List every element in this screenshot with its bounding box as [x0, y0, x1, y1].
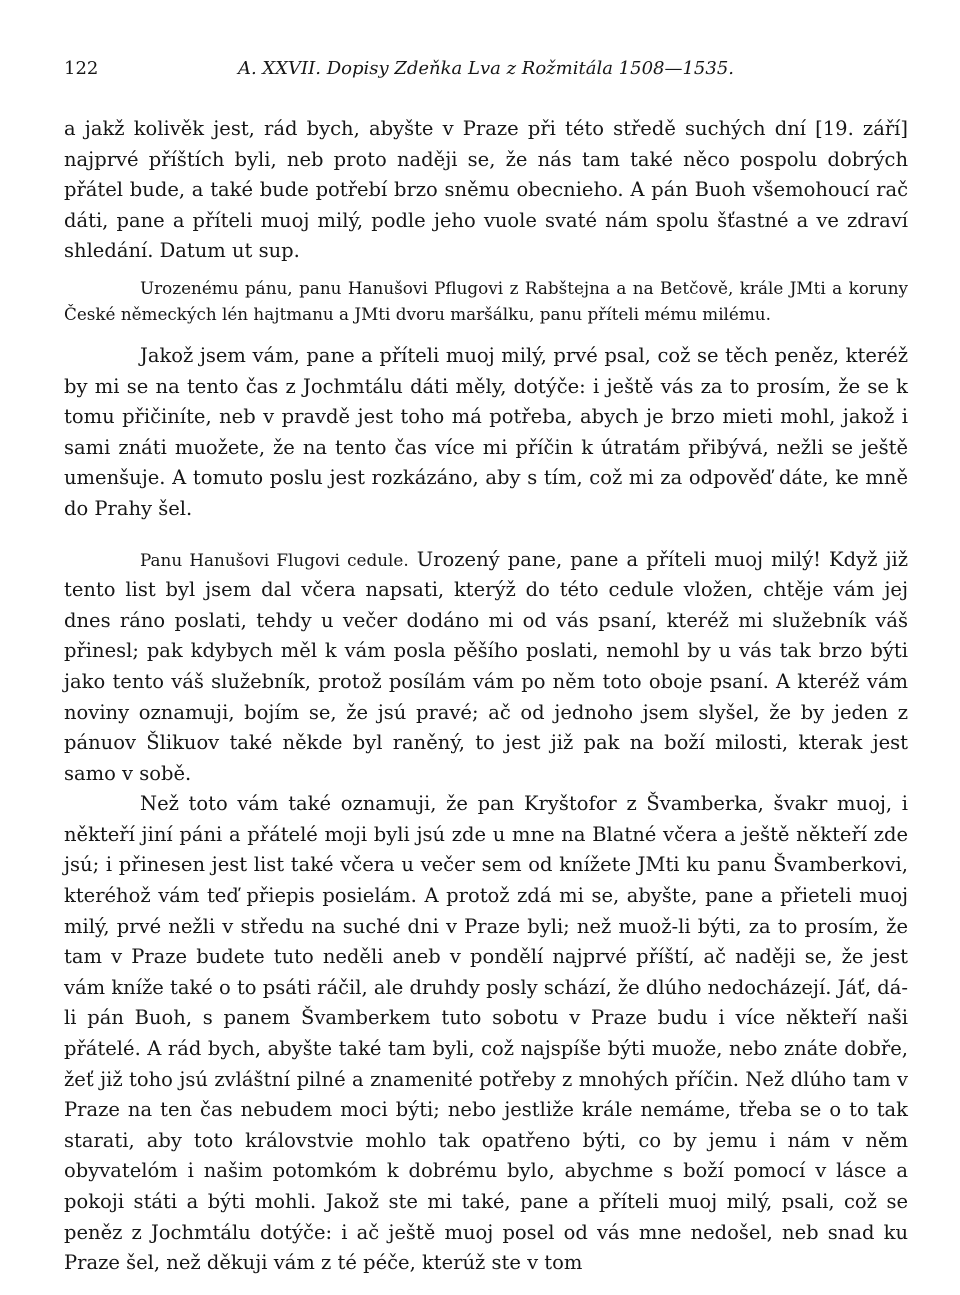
- cedule-label: Panu Hanušovi Flugovi cedule.: [140, 549, 409, 570]
- page-header: [64, 58, 908, 88]
- final-paragraph: Než toto vám také oznamuji, že pan Kryštofor z Švamberka, švakr muoj, i někteří jiní páni a přátelé moji byli jsú zde u mne na Blatné včera a ještě někteří zde jsú; i přinesen jest list také včera u večer sem od knížete JMti ku panu Švamberkovi, kteréhož vám teď přiepis posielám. A protož zdá mi se, abyšte, pane a přieteli muoj milý, prvé nežli v středu na suché dni v Praze byli; než muož-li býti, za to prosím, že tam v Praze budete tuto neděli aneb v pondělí najprvé příští, ač naději se, že jest vám kníže také o to psáti ráčil, ale druhdy posly schází, že dlúho nedocházejí. Jáť, dá-li pán Buoh, s panem Švamberkem tuto sobotu v Praze budu i více někteří naši přátelé. A rád bych, abyšte také tam byli, což najspíše býti muože, nebo znáte dobře, žeť již toho jsú zvláštní pilné a znamenité potřeby z mnohých příčin. Než dlúho tam v Praze na ten čas nebudem moci býti; nebo jestliže krále nemáme, třeba se o to tak starati, aby toto královstvie mohlo tak opatřeno býti, co by jemu i nám v něm obyvatelóm i našim potomkóm k dobrému bylo, abychme s boží pomocí v lásce a pokoji státi a býti mohli. Jakož ste mi také, pane a příteli muoj milý, psali, což se peněz z Jochmtálu dotýče: i ač ještě muoj posel od vás mne nedošel, neb snad ku Praze šel, než děkuji vám z té péče, kterúž ste v tom: [64, 792, 908, 1275]
- letter-closing-paragraph: a jakž kolivěk jest, rád bych, abyšte v Praze při této středě suchých dní [19. září] najprvé příštích byli, neb proto naději se, že nás tam také něco pospolu dobrých přátel bude, a také bude potřebí brzo sněmu obecnieho. A pán Buoh všemohoucí rač dáti, pane a příteli muoj milý, podle jeho vuole svaté nám spolu šťastné a ve zdraví shledání. Datum ut sup.: [64, 117, 908, 263]
- page-number: 122: [64, 58, 99, 79]
- body-text: [64, 114, 908, 1279]
- letter-address: Urozenému pánu, panu Hanušovi Pflugovi z Rabštejna a na Betčově, krále JMti a koruny České německých lén hajtmanu a JMti dvoru maršálku, panu příteli mému milému.: [64, 277, 908, 324]
- cedule-text: Urozený pane, pane a příteli muoj milý! Když již tento list byl jsem dal včera napsati, kterýž do této cedule vložen, chtěje vám jej dnes ráno poslati, tehdy u večer dodáno mi od vás psaní, kteréž mi služebník váš přinesl; pak kdybych měl k vám posla pěšího poslati, nemohl by u vás tak brzo býti jako tento váš služebník, protož posílám vám po něm toto oboje psaní. A kteréž vám noviny oznamuji, bojím se, že jsú pravé; ač od jednoho jsem slyšel, že by jeden z pánuov Šlikuov také někde byl raněný, to jest již pak na boží milosti, kterak jest samo v sobě.: [64, 547, 908, 785]
- running-title: A. XXVII. Dopisy Zdeňka Lva z Rožmitála 1508—1535.: [237, 58, 735, 79]
- cedule-paragraph: [64, 545, 908, 790]
- document-page: [64, 58, 908, 1279]
- letter-body-paragraph: Jakož jsem vám, pane a příteli muoj milý, prvé psal, což se těch peněz, kteréž by mi se na tento čas z Jochmtálu dáti měly, dotýče: i ještě vás za to prosím, že se k tomu přičiníte, neb v pravdě jest toho má potřeba, abych je brzo mieti mohl, jakož i sami znáti muožete, že na tento čas více mi příčin k útratám přibývá, nežli se ještě umenšuje. A tomuto poslu jest rozkázáno, aby s tím, což mi za odpověď dáte, ke mně do Prahy šel.: [64, 343, 908, 520]
